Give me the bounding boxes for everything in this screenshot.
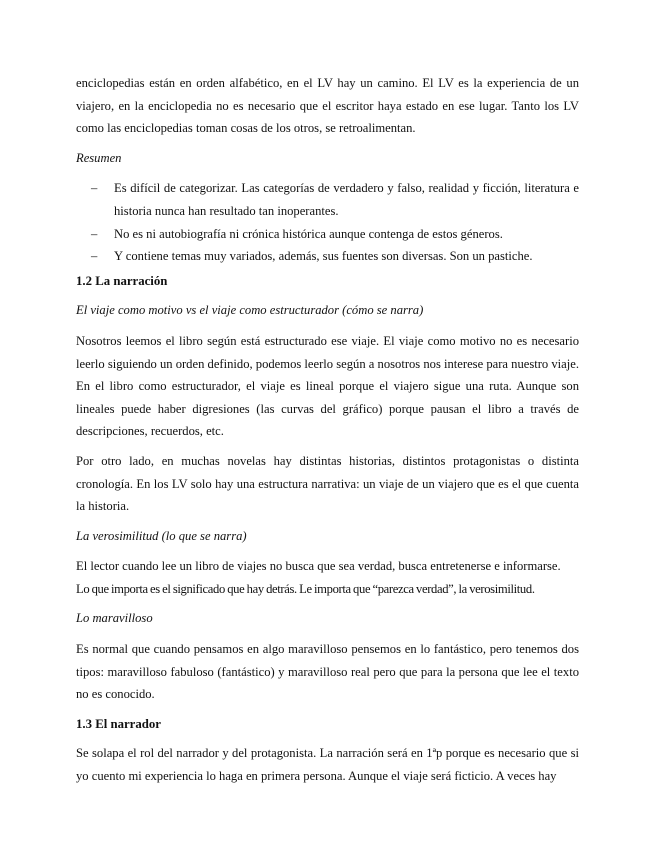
dash-bullet: – bbox=[91, 181, 98, 196]
paragraph-narrador: Se solapa el rol del narrador y del protagonista. La narración será en 1ªp porque es necesario que si yo cuento mi experiencia lo haga en primera persona. Aunque el viaje será ficticio. A veces hay bbox=[76, 746, 579, 784]
paragraph-verosimilitud bbox=[76, 555, 579, 600]
section-1-3-title: 1.3 El narrador bbox=[76, 716, 161, 731]
subheading-maravilloso: Lo maravilloso bbox=[76, 611, 153, 626]
resumen-list bbox=[76, 177, 579, 267]
section-1-2-title: 1.2 La narración bbox=[76, 273, 168, 288]
intro-paragraph: enciclopedias están en orden alfabético, en el LV hay un camino. El LV es la experiencia de un viajero, en la enciclopedia no es necesario que el escritor haya estado en ese lugar. Tanto los LV como las enciclopedias toman cosas de los otros, se retroalimentan. bbox=[76, 76, 579, 136]
list-item bbox=[76, 223, 579, 246]
paragraph-otro-lado: Por otro lado, en muchas novelas hay distintas historias, distintos protagonistas o distinta cronología. En los LV solo hay una estructura narrativa: un viaje de un viajero que es el que cuenta la historia. bbox=[76, 453, 579, 514]
list-item-text: Es difícil de categorizar. Las categorías de verdadero y falso, realidad y ficción, literatura e historia nunca han resultado tan inoperantes. bbox=[114, 181, 579, 218]
resumen-heading: Resumen bbox=[76, 150, 122, 165]
list-item bbox=[76, 245, 579, 268]
subheading-verosimilitud: La verosimilitud (lo que se narra) bbox=[76, 528, 247, 543]
subheading-viaje-motivo: El viaje como motivo vs el viaje como estructurador (cómo se narra) bbox=[76, 303, 424, 318]
list-item bbox=[76, 177, 579, 222]
list-item-text: No es ni autobiografía ni crónica histórica aunque contenga de estos géneros. bbox=[114, 226, 503, 241]
list-item-text: Y contiene temas muy variados, además, sus fuentes son diversas. Son un pastiche. bbox=[114, 249, 533, 264]
paragraph-estructura: Nosotros leemos el libro según está estructurado ese viaje. El viaje como motivo no es necesario leerlo siguiendo un orden definido, podemos leerlo según a nosotros nos interese para nuestro viaje. En el libro como estructurador, el viaje es lineal porque el viajero sigue una ruta. Aunque son lineales puede haber digresiones (las curvas del gráfico) porque pausan el libro a través de descripciones, recuerdos, etc. bbox=[76, 333, 579, 439]
dash-bullet: – bbox=[91, 249, 98, 264]
paragraph-verosimilitud-line-1: El lector cuando lee un libro de viajes no busca que sea verdad, busca entretenerse e informarse. bbox=[76, 559, 561, 574]
document-page bbox=[76, 72, 579, 795]
paragraph-maravilloso: Es normal que cuando pensamos en algo maravilloso pensemos en lo fantástico, pero tenemos dos tipos: maravilloso fabuloso (fantástico) y maravilloso real pero que para la persona que lee el texto no es conocido. bbox=[76, 642, 579, 702]
paragraph-verosimilitud-line-2: Lo que importa es el significado que hay detrás. Le importa que “parezca verdad”, la verosimilitud. bbox=[76, 581, 535, 596]
dash-bullet: – bbox=[91, 226, 98, 241]
